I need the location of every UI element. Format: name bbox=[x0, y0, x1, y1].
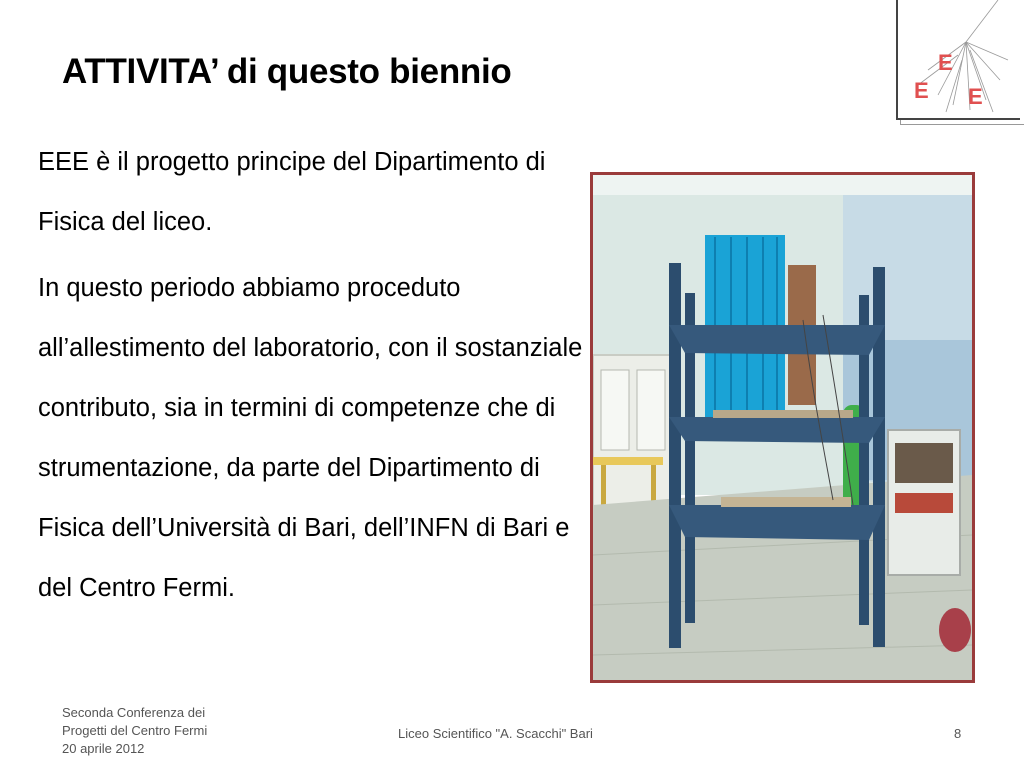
page-number: 8 bbox=[954, 726, 962, 741]
footer-conference bbox=[62, 704, 207, 758]
paragraph-1: EEE è il progetto principe del Dipartimento di Fisica del liceo. bbox=[38, 148, 546, 236]
paragraph-2: In questo periodo abbiamo proceduto all’allestimento del laboratorio, con il sostanziale contributo, sia in termini di competenze che di strumentazione, da parte del Dipartimento di Fisica dell’Università di Bari, dell’INFN di Bari e del Centro Fermi. bbox=[38, 274, 583, 602]
footer-conference-line-1: Seconda Conferenza dei bbox=[62, 705, 206, 720]
logo-letter-right: E bbox=[968, 84, 983, 109]
footer-conference-line-2: Progetti del Centro Fermi bbox=[62, 723, 208, 738]
footer-school: Liceo Scientifico "A. Scacchi" Bari bbox=[398, 726, 593, 741]
laboratory-photo bbox=[590, 172, 975, 683]
logo-letter-top: E bbox=[938, 50, 953, 75]
eee-logo bbox=[896, 0, 1020, 120]
footer-conference-line-3: 20 aprile 2012 bbox=[62, 741, 145, 756]
eee-logo-graphic bbox=[898, 0, 1020, 118]
slide-title: ATTIVITA’ di questo biennio bbox=[62, 52, 512, 91]
laboratory-photo-graphic bbox=[593, 175, 972, 680]
logo-letter-left: E bbox=[914, 78, 929, 103]
slide-body bbox=[38, 132, 586, 624]
